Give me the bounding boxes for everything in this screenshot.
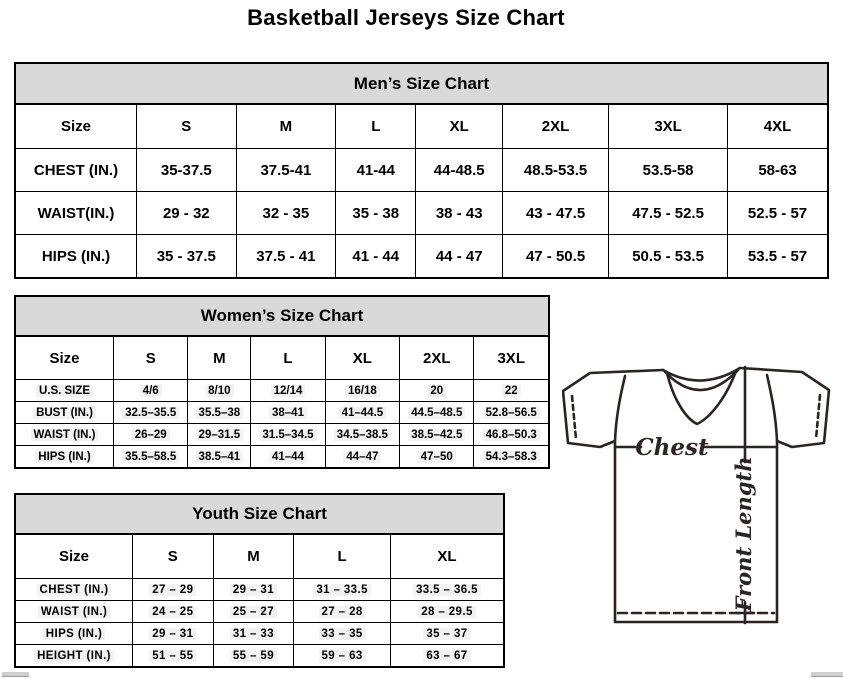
cell-text: U.S. SIZE xyxy=(36,385,93,397)
mens-row-label xyxy=(15,192,137,235)
cell-text: 33.5 – 36.5 xyxy=(413,584,481,596)
cell-text: 28 – 29.5 xyxy=(418,606,476,618)
womens-table-row xyxy=(15,446,549,469)
mens-row-label xyxy=(15,235,137,279)
scrollbar-fragment-right[interactable] xyxy=(811,672,843,677)
womens-cell xyxy=(400,446,474,469)
cell-text: 29 - 32 xyxy=(162,204,210,222)
mens-table-row xyxy=(15,149,828,192)
mens-cell xyxy=(236,192,336,235)
womens-cell xyxy=(325,424,399,446)
mens-column-header-4: XL xyxy=(416,104,503,149)
womens-cell xyxy=(400,424,474,446)
youth-table-row xyxy=(15,601,504,623)
youth-cell xyxy=(213,601,294,623)
cell-text: 24 – 25 xyxy=(149,606,196,618)
mens-cell xyxy=(236,235,336,279)
cell-text: 26–29 xyxy=(132,429,170,441)
youth-cell xyxy=(133,601,214,623)
mens-size-table-container xyxy=(14,62,829,279)
youth-table-row xyxy=(15,579,504,601)
cell-text: 31.5–34.5 xyxy=(259,429,316,441)
womens-cell xyxy=(188,424,251,446)
womens-cell xyxy=(325,402,399,424)
mens-cell xyxy=(609,149,728,192)
cell-text: 51 – 55 xyxy=(149,650,196,662)
cell-text: WAIST (IN.) xyxy=(38,606,110,618)
mens-table-title: Men’s Size Chart xyxy=(15,63,828,104)
mens-size-table xyxy=(14,62,829,279)
mens-column-header-2: M xyxy=(236,104,336,149)
womens-table-row xyxy=(15,402,549,424)
youth-column-header-3: L xyxy=(294,534,391,579)
mens-row-label xyxy=(15,149,137,192)
page-title: Basketball Jerseys Size Chart xyxy=(247,5,565,30)
cell-text: 35.5–58.5 xyxy=(122,451,179,463)
youth-size-table xyxy=(14,493,505,668)
chest-label: Chest xyxy=(635,434,709,461)
womens-cell xyxy=(474,446,549,469)
youth-row-label xyxy=(15,623,133,645)
cell-text: 52.5 - 57 xyxy=(747,204,808,222)
cell-text: HIPS (IN.) xyxy=(43,628,105,640)
cell-text: 44.5–48.5 xyxy=(408,407,465,419)
cell-text: CHEST (IN.) xyxy=(33,161,119,179)
cell-text: 37.5 - 41 xyxy=(256,247,316,265)
womens-column-header-3: L xyxy=(251,336,325,380)
mens-column-header-7: 4XL xyxy=(728,104,828,149)
mens-cell xyxy=(137,235,237,279)
youth-column-header-0: Size xyxy=(15,534,133,579)
cell-text: 38.5–42.5 xyxy=(408,429,465,441)
mens-table-row xyxy=(15,235,828,279)
youth-table-row xyxy=(15,623,504,645)
youth-cell xyxy=(390,579,504,601)
mens-column-header-1: S xyxy=(137,104,237,149)
cell-text: 38–41 xyxy=(269,407,307,419)
cell-text: 29–31.5 xyxy=(196,429,244,441)
youth-table-row xyxy=(15,645,504,668)
cell-text: CHEST (IN.) xyxy=(37,584,112,596)
youth-row-label xyxy=(15,601,133,623)
womens-cell xyxy=(325,446,399,469)
mens-cell xyxy=(416,149,503,192)
womens-cell xyxy=(188,380,251,402)
front-length-label: Front Length xyxy=(731,456,756,612)
mens-cell xyxy=(609,235,728,279)
womens-row-label xyxy=(15,446,114,469)
cell-text: 43 - 47.5 xyxy=(525,204,586,222)
youth-cell xyxy=(294,623,391,645)
womens-cell xyxy=(474,424,549,446)
mens-cell xyxy=(609,192,728,235)
cell-text: 41-44 xyxy=(356,161,395,179)
youth-size-table-container xyxy=(14,493,505,668)
jersey-measurement-diagram xyxy=(562,362,840,628)
cell-text: HIPS (IN.) xyxy=(35,451,93,463)
mens-cell xyxy=(728,149,828,192)
youth-table-title: Youth Size Chart xyxy=(15,494,504,534)
cell-text: 31 – 33 xyxy=(230,628,277,640)
cell-text: 47.5 - 52.5 xyxy=(632,204,704,222)
cell-text: 35 – 37 xyxy=(423,628,470,640)
cell-text: 47 - 50.5 xyxy=(525,247,586,265)
womens-column-header-2: M xyxy=(188,336,251,380)
youth-row-label xyxy=(15,579,133,601)
youth-cell xyxy=(133,623,214,645)
mens-cell xyxy=(336,235,416,279)
cell-text: 54.3–58.3 xyxy=(483,451,540,463)
youth-row-label xyxy=(15,645,133,668)
womens-cell xyxy=(251,424,325,446)
cell-text: 63 – 67 xyxy=(423,650,470,662)
womens-cell xyxy=(114,446,188,469)
womens-cell xyxy=(114,424,188,446)
mens-cell xyxy=(728,192,828,235)
womens-table-row xyxy=(15,424,549,446)
mens-cell xyxy=(503,192,609,235)
youth-cell xyxy=(133,579,214,601)
scrollbar-fragment-left[interactable] xyxy=(2,672,29,677)
youth-column-header-2: M xyxy=(213,534,294,579)
cell-text: 35 - 38 xyxy=(352,204,400,222)
cell-text: 31 – 33.5 xyxy=(313,584,371,596)
womens-table-row xyxy=(15,380,549,402)
womens-column-header-5: 2XL xyxy=(400,336,474,380)
youth-cell xyxy=(390,645,504,668)
womens-table-title: Women’s Size Chart xyxy=(15,296,549,336)
cell-text: 29 – 31 xyxy=(149,628,196,640)
cell-text: 20 xyxy=(427,385,446,397)
cell-text: 25 – 27 xyxy=(230,606,277,618)
cell-text: 46.8–50.3 xyxy=(483,429,540,441)
womens-cell xyxy=(114,402,188,424)
mens-cell xyxy=(416,192,503,235)
youth-cell xyxy=(133,645,214,668)
cell-text: 44-48.5 xyxy=(433,161,485,179)
womens-cell xyxy=(114,380,188,402)
womens-cell xyxy=(325,380,399,402)
womens-column-header-1: S xyxy=(114,336,188,380)
mens-column-header-6: 3XL xyxy=(609,104,728,149)
cell-text: 48.5-53.5 xyxy=(523,161,588,179)
cell-text: 35.5–38 xyxy=(196,407,244,419)
cell-text: 34.5–38.5 xyxy=(334,429,391,441)
womens-cell xyxy=(400,402,474,424)
womens-cell xyxy=(474,402,549,424)
youth-cell xyxy=(213,645,294,668)
womens-cell xyxy=(188,446,251,469)
youth-column-header-4: XL xyxy=(390,534,504,579)
jersey-armhole-right xyxy=(767,375,777,441)
cell-text: 29 – 31 xyxy=(230,584,277,596)
mens-cell xyxy=(503,235,609,279)
womens-cell xyxy=(251,380,325,402)
mens-column-header-0: Size xyxy=(15,104,137,149)
youth-cell xyxy=(294,645,391,668)
mens-cell xyxy=(137,149,237,192)
womens-size-table xyxy=(14,295,550,469)
womens-cell xyxy=(251,446,325,469)
cell-text: 22 xyxy=(502,385,521,397)
womens-row-label xyxy=(15,380,114,402)
jersey-cuff-stitch-left xyxy=(572,396,576,439)
cell-text: 35 - 37.5 xyxy=(156,247,216,265)
jersey-diagram-svg xyxy=(562,362,840,628)
cell-text: 27 – 28 xyxy=(319,606,366,618)
womens-row-label xyxy=(15,402,114,424)
womens-cell xyxy=(400,380,474,402)
cell-text: 27 – 29 xyxy=(149,584,196,596)
cell-text: 12/14 xyxy=(271,385,306,397)
mens-cell xyxy=(503,149,609,192)
womens-column-header-6: 3XL xyxy=(474,336,549,380)
cell-text: 38.5–41 xyxy=(196,451,244,463)
cell-text: 41 - 44 xyxy=(352,247,400,265)
youth-cell xyxy=(390,623,504,645)
youth-cell xyxy=(213,579,294,601)
cell-text: 32 - 35 xyxy=(262,204,310,222)
mens-cell xyxy=(336,149,416,192)
cell-text: 53.5 - 57 xyxy=(747,247,808,265)
youth-cell xyxy=(294,579,391,601)
mens-column-header-5: 2XL xyxy=(503,104,609,149)
mens-cell xyxy=(236,149,336,192)
cell-text: WAIST (IN.) xyxy=(31,429,99,441)
mens-cell xyxy=(728,235,828,279)
womens-cell xyxy=(188,402,251,424)
cell-text: 16/18 xyxy=(345,385,380,397)
jersey-armhole-left xyxy=(615,376,625,441)
cell-text: 4/6 xyxy=(140,385,162,397)
mens-column-header-3: L xyxy=(336,104,416,149)
jersey-outline xyxy=(563,368,829,622)
mens-cell xyxy=(416,235,503,279)
cell-text: 35-37.5 xyxy=(160,161,212,179)
youth-cell xyxy=(390,601,504,623)
cell-text: 50.5 - 53.5 xyxy=(632,247,704,265)
cell-text: 38 - 43 xyxy=(435,204,483,222)
cell-text: 32.5–35.5 xyxy=(122,407,179,419)
womens-cell xyxy=(474,380,549,402)
cell-text: 41–44 xyxy=(269,451,307,463)
mens-cell xyxy=(137,192,237,235)
womens-column-header-4: XL xyxy=(325,336,399,380)
womens-size-table-container xyxy=(14,295,550,469)
cell-text: 44–47 xyxy=(343,451,381,463)
cell-text: 59 – 63 xyxy=(319,650,366,662)
cell-text: 52.8–56.5 xyxy=(483,407,540,419)
cell-text: 58-63 xyxy=(758,161,797,179)
mens-table-row xyxy=(15,192,828,235)
cell-text: 41–44.5 xyxy=(339,407,387,419)
womens-row-label xyxy=(15,424,114,446)
jersey-cuff-stitch-right xyxy=(816,395,820,439)
cell-text: 53.5-58 xyxy=(642,161,694,179)
cell-text: 44 - 47 xyxy=(435,247,483,265)
youth-cell xyxy=(213,623,294,645)
youth-column-header-1: S xyxy=(133,534,214,579)
mens-cell xyxy=(336,192,416,235)
youth-cell xyxy=(294,601,391,623)
cell-text: 37.5-41 xyxy=(260,161,312,179)
cell-text: HEIGHT (IN.) xyxy=(34,650,114,662)
cell-text: HIPS (IN.) xyxy=(41,247,111,265)
womens-cell xyxy=(251,402,325,424)
womens-column-header-0: Size xyxy=(15,336,114,380)
cell-text: 55 – 59 xyxy=(230,650,277,662)
cell-text: BUST (IN.) xyxy=(33,407,96,419)
cell-text: 33 – 35 xyxy=(319,628,366,640)
cell-text: 8/10 xyxy=(205,385,233,397)
jersey-collar xyxy=(663,368,740,424)
cell-text: WAIST(IN.) xyxy=(37,204,115,222)
cell-text: 47–50 xyxy=(418,451,456,463)
